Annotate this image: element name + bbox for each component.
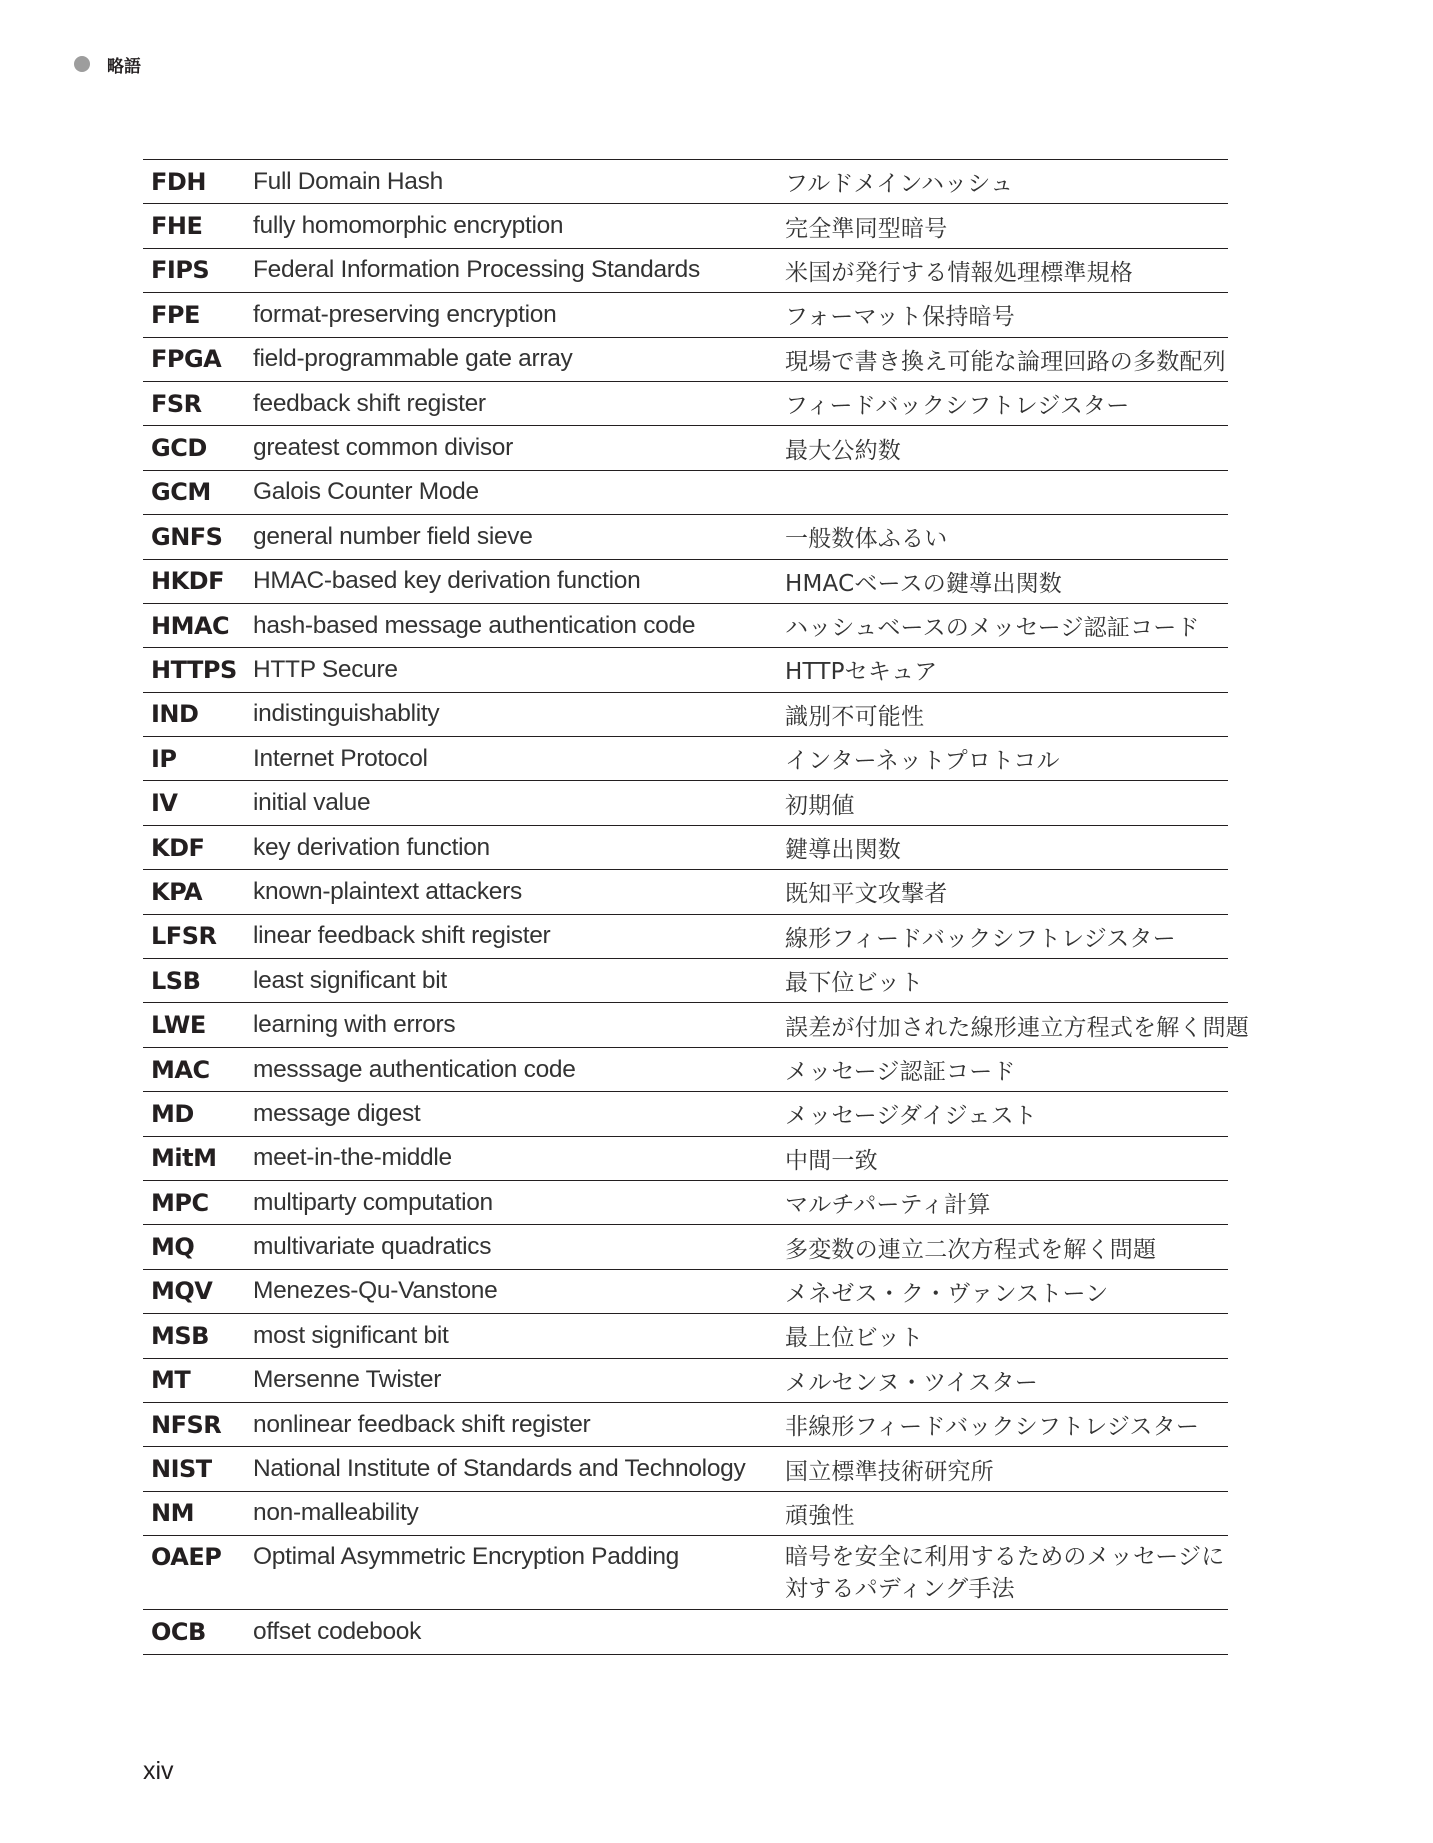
table-row — [143, 1136, 1228, 1180]
table-row — [143, 1402, 1228, 1446]
table-row — [143, 337, 1228, 381]
abbreviation: FPE — [151, 300, 200, 329]
abbreviation: GCD — [151, 434, 207, 463]
english-term: Internet Protocol — [253, 744, 428, 772]
abbreviation: HTTPS — [151, 655, 237, 684]
abbreviation: FHE — [151, 212, 203, 241]
english-term: learning with errors — [253, 1011, 456, 1039]
abbreviation: NM — [151, 1499, 194, 1528]
japanese-term: 中間一致 — [785, 1147, 878, 1174]
abbreviation: KDF — [151, 833, 205, 862]
japanese-term: 最下位ビット — [785, 970, 924, 997]
table-row — [143, 692, 1228, 736]
table-row — [143, 825, 1228, 869]
japanese-term: フルドメインハッシュ — [785, 171, 1014, 198]
table-row — [143, 1491, 1228, 1535]
japanese-term: 誤差が付加された線形連立方程式を解く問題 — [785, 1014, 1249, 1041]
japanese-term: HTTPセキュア — [785, 659, 938, 686]
abbreviation: GCM — [151, 478, 211, 507]
japanese-term: HMACベースの鍵導出関数 — [785, 570, 1062, 597]
abbreviation: NIST — [151, 1455, 212, 1484]
abbreviation: LWE — [151, 1011, 206, 1040]
english-term: format-preserving encryption — [253, 300, 557, 328]
japanese-term: 既知平文攻撃者 — [785, 881, 948, 908]
japanese-term: 暗号を安全に利用するためのメッセージに対するパディング手法 — [785, 1544, 1225, 1603]
abbreviation: MitM — [151, 1144, 217, 1173]
table-row — [143, 515, 1228, 559]
table-row — [143, 381, 1228, 425]
english-term: greatest common divisor — [253, 434, 513, 462]
page-number: xiv — [143, 1757, 174, 1785]
japanese-term: メルセンヌ・ツイスター — [785, 1369, 1038, 1396]
english-term: indistinguishablity — [253, 700, 440, 728]
japanese-term: 現場で書き換え可能な論理回路の多数配列 — [785, 348, 1226, 375]
japanese-term: 一般数体ふるい — [785, 526, 948, 553]
table-row — [143, 1003, 1228, 1047]
abbreviation: IV — [151, 789, 178, 818]
abbreviation: FIPS — [151, 256, 210, 285]
abbreviation: OCB — [151, 1617, 206, 1646]
abbreviation: NFSR — [151, 1410, 222, 1439]
table-row — [143, 1358, 1228, 1402]
table-row — [143, 1536, 1228, 1610]
english-term: Galois Counter Mode — [253, 478, 479, 506]
english-term: key derivation function — [253, 833, 490, 861]
abbreviation: MQV — [151, 1277, 213, 1306]
english-term: multivariate quadratics — [253, 1233, 492, 1261]
japanese-term: フォーマット保持暗号 — [785, 304, 1015, 331]
english-term: linear feedback shift register — [253, 922, 551, 950]
japanese-term: 頑強性 — [785, 1502, 855, 1529]
section-label: 略語 — [107, 56, 141, 77]
english-term: HTTP Secure — [253, 655, 398, 683]
japanese-term: マルチパーティ計算 — [785, 1192, 991, 1219]
english-term: non-malleability — [253, 1499, 419, 1527]
japanese-term: 多変数の連立二次方程式を解く問題 — [785, 1236, 1157, 1263]
abbreviation: MPC — [151, 1188, 209, 1217]
table-row — [143, 248, 1228, 292]
english-term: multiparty computation — [253, 1188, 493, 1216]
abbreviation: MSB — [151, 1321, 209, 1350]
abbreviations-table — [143, 159, 1249, 1655]
table-row — [143, 204, 1228, 248]
table-row — [143, 1447, 1228, 1491]
table-row — [143, 1180, 1228, 1224]
abbreviation: HMAC — [151, 611, 230, 640]
english-term: most significant bit — [253, 1321, 449, 1349]
abbreviation: FPGA — [151, 345, 222, 374]
abbreviation: FSR — [151, 389, 202, 418]
japanese-term: ハッシュベースのメッセージ認証コード — [785, 615, 1200, 642]
english-term: messsage authentication code — [253, 1055, 576, 1083]
japanese-term: 識別不可能性 — [785, 703, 925, 730]
abbreviation: FDH — [151, 167, 206, 196]
table-row — [143, 1225, 1228, 1269]
japanese-term: インターネットプロトコル — [785, 748, 1060, 775]
english-term: initial value — [253, 789, 371, 817]
japanese-term: メネゼス・ク・ヴァンストーン — [785, 1280, 1109, 1307]
english-term: HMAC-based key derivation function — [253, 567, 641, 595]
japanese-term: 完全準同型暗号 — [785, 215, 948, 242]
abbreviation: MAC — [151, 1055, 210, 1084]
table-row — [143, 1269, 1228, 1313]
japanese-term: 最上位ビット — [785, 1325, 924, 1352]
english-term: least significant bit — [253, 966, 447, 994]
english-term: general number field sieve — [253, 522, 533, 550]
table-row — [143, 959, 1228, 1003]
table-row — [143, 737, 1228, 781]
japanese-term — [785, 470, 1228, 514]
japanese-term: メッセージ認証コード — [785, 1059, 1016, 1085]
abbreviation: HKDF — [151, 567, 224, 596]
abbreviation: LSB — [151, 966, 201, 995]
english-term: nonlinear feedback shift register — [253, 1410, 591, 1438]
english-term: field-programmable gate array — [253, 345, 573, 373]
abbreviation: LFSR — [151, 922, 217, 951]
table-row — [143, 1610, 1228, 1654]
english-term: Mersenne Twister — [253, 1366, 442, 1394]
english-term: Optimal Asymmetric Encryption Padding — [253, 1543, 679, 1571]
japanese-term: 鍵導出関数 — [785, 837, 901, 864]
table-row — [143, 559, 1228, 603]
abbreviation: GNFS — [151, 522, 223, 551]
english-term: fully homomorphic encryption — [253, 212, 564, 240]
abbreviation: IND — [151, 700, 199, 729]
table-row — [143, 470, 1228, 514]
table-row — [143, 426, 1228, 470]
table-row — [143, 1314, 1228, 1358]
table-row — [143, 648, 1228, 692]
table-row — [143, 1047, 1228, 1091]
table-row — [143, 1092, 1228, 1136]
english-term: message digest — [253, 1099, 421, 1127]
abbreviation: OAEP — [151, 1543, 222, 1572]
english-term: feedback shift register — [253, 389, 486, 417]
english-term: Federal Information Processing Standards — [253, 256, 700, 284]
japanese-term: 最大公約数 — [785, 437, 901, 464]
japanese-term: 米国が発行する情報処理標準規格 — [785, 259, 1133, 286]
table-row — [143, 160, 1228, 204]
abbreviations-table-body — [143, 160, 1249, 1655]
japanese-term: メッセージダイジェスト — [785, 1103, 1037, 1130]
english-term: Full Domain Hash — [253, 167, 443, 195]
abbreviation: MD — [151, 1099, 194, 1128]
japanese-term: フィードバックシフトレジスター — [785, 393, 1130, 420]
table-row — [143, 603, 1228, 647]
japanese-term: 非線形フィードバックシフトレジスター — [785, 1414, 1200, 1441]
abbreviation: MT — [151, 1366, 191, 1395]
abbreviation: MQ — [151, 1233, 195, 1262]
bullet-dot-icon — [74, 56, 90, 72]
english-term: Menezes-Qu-Vanstone — [253, 1277, 498, 1305]
japanese-term: 初期値 — [785, 792, 855, 819]
japanese-term: 国立標準技術研究所 — [785, 1458, 994, 1485]
japanese-term: 線形フィードバックシフトレジスター — [785, 925, 1176, 952]
table-row — [143, 914, 1228, 958]
abbreviation: IP — [151, 744, 177, 773]
english-term: offset codebook — [253, 1617, 422, 1645]
abbreviation: KPA — [151, 877, 203, 906]
running-header — [74, 52, 141, 76]
table-row — [143, 870, 1228, 914]
english-term: National Institute of Standards and Technology — [253, 1455, 746, 1483]
japanese-term — [785, 1610, 1228, 1654]
table-row — [143, 781, 1228, 825]
table-row — [143, 293, 1228, 337]
english-term: hash-based message authentication code — [253, 611, 696, 639]
english-term: known-plaintext attackers — [253, 877, 522, 905]
english-term: meet-in-the-middle — [253, 1144, 452, 1172]
